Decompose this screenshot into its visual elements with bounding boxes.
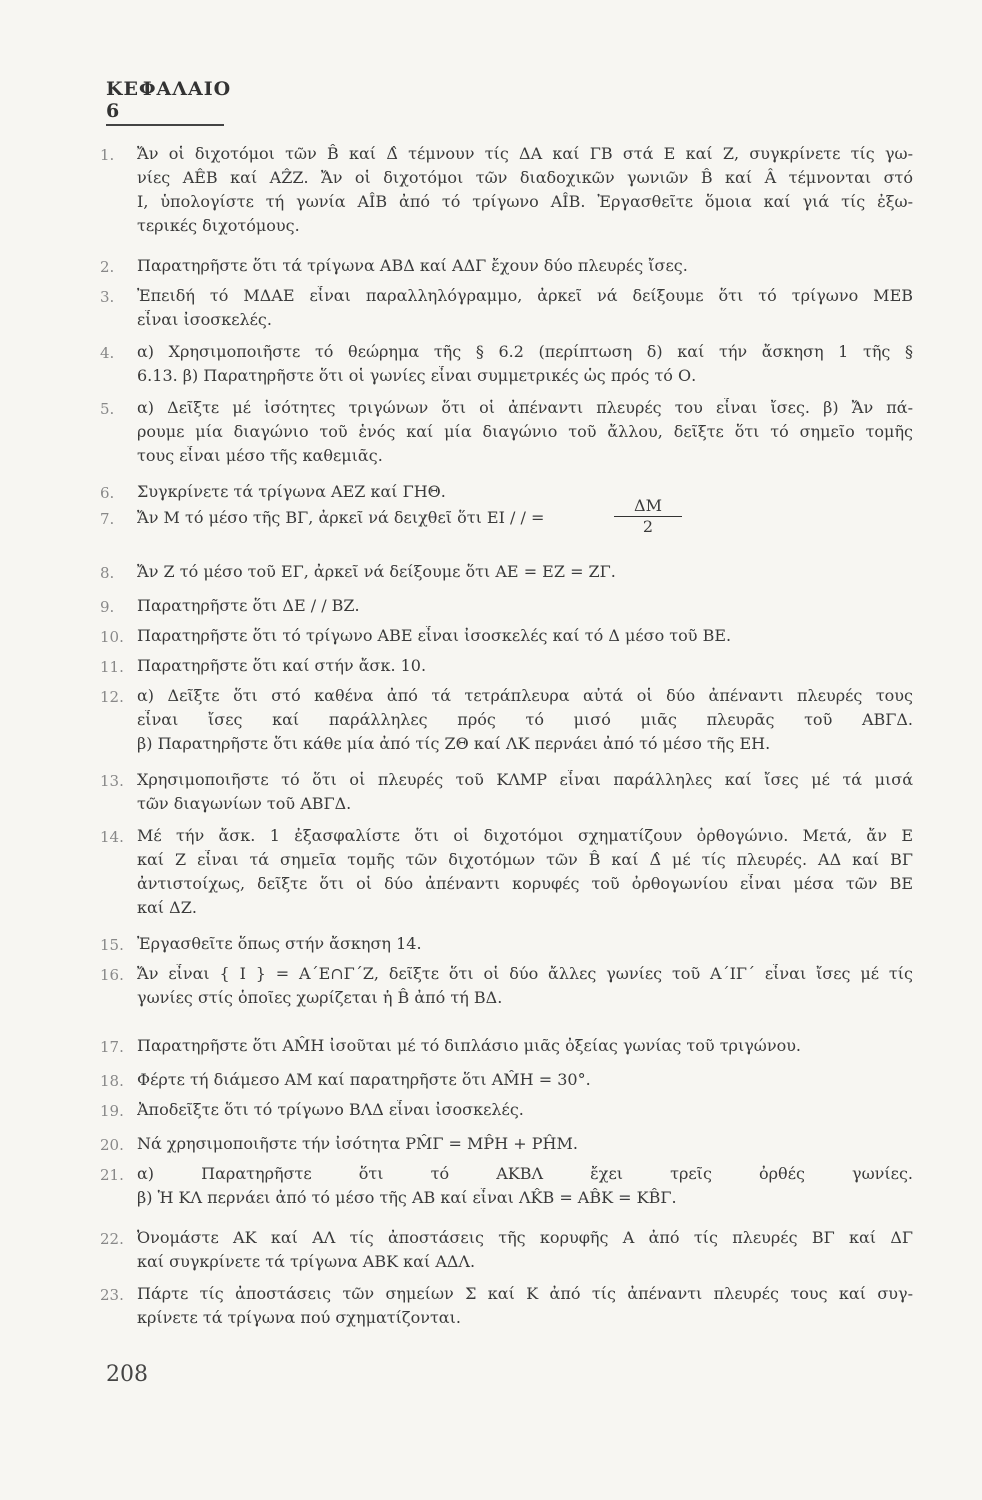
hint-line: καί συγκρίνετε τά τρίγωνα ΑΒΚ καί ΑΔΛ. bbox=[137, 1252, 476, 1271]
hint-item bbox=[0, 398, 982, 470]
hint-item bbox=[0, 1284, 982, 1332]
hint-line: Παρατηρῆστε ὅτι καί στήν ἄσκ. 10. bbox=[137, 656, 427, 675]
hint-line: καί Ζ εἶναι τά σημεῖα τομῆς τῶν διχοτόμων τῶν B̂ καί Δ̂ μέ τίς πλευρές. ΑΔ καί ΒΓ bbox=[137, 850, 913, 869]
hint-line: Ἄν οἱ διχοτόμοι τῶν B̂ καί Δ̂ τέμνουν τίς ΔΑ καί ΓΒ στά Ε καί Ζ, συγκρίνετε τίς γω- bbox=[137, 144, 913, 163]
fraction bbox=[612, 496, 684, 537]
hint-line: Ἄν εἶναι { Ι } = Α΄Ε∩Γ΄Ζ, δεῖξτε ὅτι οἱ δύο ἄλλες γωνίες τοῦ Α΄ΙΓ΄ εἶναι ἴσες μέ τίς bbox=[137, 964, 913, 983]
hint-line: Ι, ὑπολογίστε τή γωνία ΑÎΒ ἀπό τό τρίγωνο ΑÎΒ. Ἐργασθεῖτε ὅμοια καί γιά τίς ἐξω- bbox=[137, 192, 913, 211]
hint-number: 21. bbox=[100, 1166, 124, 1184]
hint-line: Παρατηρῆστε ὅτι τό τρίγωνο ΑΒΕ εἶναι ἰσοσκελές καί τό Δ μέσο τοῦ ΒΕ. bbox=[137, 626, 732, 645]
page-number: 208 bbox=[106, 1362, 148, 1387]
hint-item bbox=[0, 964, 982, 1012]
hint-item bbox=[0, 496, 982, 536]
hint-line: κρίνετε τά τρίγωνα πού σχηματίζονται. bbox=[137, 1308, 461, 1327]
hint-item bbox=[0, 934, 982, 958]
hint-item bbox=[0, 1134, 982, 1158]
hint-item bbox=[0, 1070, 982, 1094]
hint-line: γωνίες στίς ὁποῖες χωρίζεται ἡ B̂ ἀπό τή ΒΔ. bbox=[137, 988, 503, 1007]
hint-item bbox=[0, 482, 982, 506]
hint-line: Ἄν Ζ τό μέσο τοῦ ΕΓ, ἀρκεῖ νά δείξουμε ὅτι ΑΕ = ΕΖ = ΖΓ. bbox=[137, 562, 616, 581]
hint-line: Ἄν Μ τό μέσο τῆς ΒΓ, ἀρκεῖ νά δειχθεῖ ὅτι ΕΙ / / = bbox=[137, 508, 545, 527]
hint-line: Συγκρίνετε τά τρίγωνα ΑΕΖ καί ΓΗΘ. bbox=[137, 482, 446, 501]
hint-number: 12. bbox=[100, 688, 124, 706]
hint-line: εἶναι ἴσες καί παράλληλες πρός τό μισό μιᾶς πλευρᾶς τοῦ ΑΒΓΔ. bbox=[137, 710, 913, 729]
hint-line: β) Παρατηρῆστε ὅτι κάθε μία ἀπό τίς ΖΘ καί ΛΚ περνάει ἀπό τό μέσο τῆς ΕΗ. bbox=[137, 734, 771, 753]
hint-line: Ἐργασθεῖτε ὅπως στήν ἄσκηση 14. bbox=[137, 934, 422, 953]
hint-item bbox=[0, 686, 982, 758]
hint-number: 9. bbox=[100, 598, 115, 616]
hint-line: β) Ἡ ΚΛ περνάει ἀπό τό μέσο τῆς ΑΒ καί εἶναι ΛK̂Β = ΑB̂Κ = ΚB̂Γ. bbox=[137, 1188, 677, 1207]
hint-line: τερικές διχοτόμους. bbox=[137, 216, 300, 235]
hint-line: τους εἶναι μέσο τῆς καθεμιᾶς. bbox=[137, 446, 383, 465]
hint-number: 3. bbox=[100, 288, 115, 306]
hint-line: Ἐπειδή τό ΜΔΑΕ εἶναι παραλληλόγραμμο, ἀρκεῖ νά δείξουμε ὅτι τό τρίγωνο ΜΕΒ bbox=[137, 286, 913, 305]
hint-number: 20. bbox=[100, 1136, 124, 1154]
hint-item bbox=[0, 1228, 982, 1276]
hint-line: Παρατηρῆστε ὅτι ΔΕ / / ΒΖ. bbox=[137, 596, 360, 615]
hint-line: Παρατηρῆστε ὅτι ΑM̂Η ἰσοῦται μέ τό διπλάσιο μιᾶς ὀξείας γωνίας τοῦ τριγώνου. bbox=[137, 1036, 802, 1055]
hint-item bbox=[0, 144, 982, 240]
hint-line: α) Χρησιμοποιῆστε τό θεώρημα τῆς § 6.2 (περίπτωση δ) καί τήν ἄσκηση 1 τῆς § bbox=[137, 342, 913, 361]
fraction-denominator: 2 bbox=[642, 517, 654, 536]
fraction-numerator: ΔΜ bbox=[634, 496, 662, 515]
hint-line: Πάρτε τίς ἀποστάσεις τῶν σημείων Σ καί Κ ἀπό τίς ἀπέναντι πλευρές τους καί συγ- bbox=[137, 1284, 913, 1303]
hint-number: 15. bbox=[100, 936, 124, 954]
hint-number: 10. bbox=[100, 628, 124, 646]
hint-item bbox=[0, 286, 982, 334]
hint-item bbox=[0, 1036, 982, 1060]
hint-line: 6.13. β) Παρατηρῆστε ὅτι οἱ γωνίες εἶναι συμμετρικές ὡς πρός τό Ο. bbox=[137, 366, 697, 385]
hint-line: Παρατηρῆστε ὅτι τά τρίγωνα ΑΒΔ καί ΑΔΓ ἔχουν δύο πλευρές ἴσες. bbox=[137, 256, 688, 275]
hint-number: 16. bbox=[100, 966, 124, 984]
hint-number: 5. bbox=[100, 400, 115, 418]
hint-item bbox=[0, 256, 982, 280]
hint-line: εἶναι ἰσοσκελές. bbox=[137, 310, 272, 329]
hint-number: 7. bbox=[100, 510, 115, 528]
chapter-title: ΚΕΦΑΛΑΙΟ 6 bbox=[106, 78, 224, 126]
hint-item bbox=[0, 826, 982, 922]
hint-line: ἀντιστοίχως, δεῖξτε ὅτι οἱ δύο ἀπέναντι κορυφές τοῦ ὀρθογωνίου εἶναι μέσα τῶν ΒΕ bbox=[137, 874, 913, 893]
hint-number: 1. bbox=[100, 146, 115, 164]
hint-line: ρουμε μία διαγώνιο τοῦ ἑνός καί μία διαγώνιο τοῦ ἄλλου, δεῖξτε ὅτι τό σημεῖο τομῆς bbox=[137, 422, 913, 441]
hint-item bbox=[0, 656, 982, 680]
hint-number: 6. bbox=[100, 484, 115, 502]
hint-number: 22. bbox=[100, 1230, 124, 1248]
hint-number: 17. bbox=[100, 1038, 124, 1056]
hint-number: 19. bbox=[100, 1102, 124, 1120]
hint-item bbox=[0, 1164, 982, 1212]
hint-line: Ἀποδεῖξτε ὅτι τό τρίγωνο ΒΛΔ εἶναι ἰσοσκελές. bbox=[137, 1100, 524, 1119]
hint-item bbox=[0, 342, 982, 390]
hint-number: 11. bbox=[100, 658, 124, 676]
hint-number: 13. bbox=[100, 772, 124, 790]
hint-number: 23. bbox=[100, 1286, 124, 1304]
hint-item bbox=[0, 770, 982, 818]
hint-line: Νά χρησιμοποιῆστε τήν ἰσότητα ΡM̂Γ = ΜP̂Η + ΡĤΜ. bbox=[137, 1134, 578, 1153]
hint-line: α) Δεῖξτε μέ ἰσότητες τριγώνων ὅτι οἱ ἀπέναντι πλευρές του εἶναι ἴσες. β) Ἄν πά- bbox=[137, 398, 913, 417]
hint-number: 2. bbox=[100, 258, 115, 276]
hint-item bbox=[0, 562, 982, 586]
hint-number: 18. bbox=[100, 1072, 124, 1090]
hint-line: Μέ τήν ἄσκ. 1 ἐξασφαλίστε ὅτι οἱ διχοτόμοι σχηματίζουν ὀρθογώνιο. Μετά, ἄν Ε bbox=[137, 826, 913, 845]
hint-line: Ὀνομάστε ΑΚ καί ΑΛ τίς ἀποστάσεις τῆς κορυφῆς Α ἀπό τίς πλευρές ΒΓ καί ΔΓ bbox=[137, 1228, 913, 1247]
hint-line: νίες ΑÊΒ καί ΑẐΖ. Ἄν οἱ διχοτόμοι τῶν διαδοχικῶν γωνιῶν B̂ καί Â τέμνονται στό bbox=[137, 168, 913, 187]
hint-line: α) Παρατηρῆστε ὅτι τό ΑΚΒΛ ἔχει τρεῖς ὀρθές γωνίες. bbox=[137, 1164, 913, 1183]
hint-number: 4. bbox=[100, 344, 115, 362]
hint-line: τῶν διαγωνίων τοῦ ΑΒΓΔ. bbox=[137, 794, 352, 813]
hint-line: καί ΔΖ. bbox=[137, 898, 197, 917]
hint-item bbox=[0, 626, 982, 650]
hint-line: Χρησιμοποιῆστε τό ὅτι οἱ πλευρές τοῦ ΚΛΜΡ εἶναι παράλληλες καί ἴσες μέ τά μισά bbox=[137, 770, 913, 789]
hint-number: 14. bbox=[100, 828, 124, 846]
hint-line: α) Δεῖξτε ὅτι στό καθένα ἀπό τά τετράπλευρα αὐτά οἱ δύο ἀπέναντι πλευρές τους bbox=[137, 686, 913, 705]
hint-item bbox=[0, 1100, 982, 1124]
hint-number: 8. bbox=[100, 564, 115, 582]
hint-line: Φέρτε τή διάμεσο ΑΜ καί παρατηρῆστε ὅτι ΑM̂Η = 30°. bbox=[137, 1070, 591, 1089]
hint-item bbox=[0, 596, 982, 620]
